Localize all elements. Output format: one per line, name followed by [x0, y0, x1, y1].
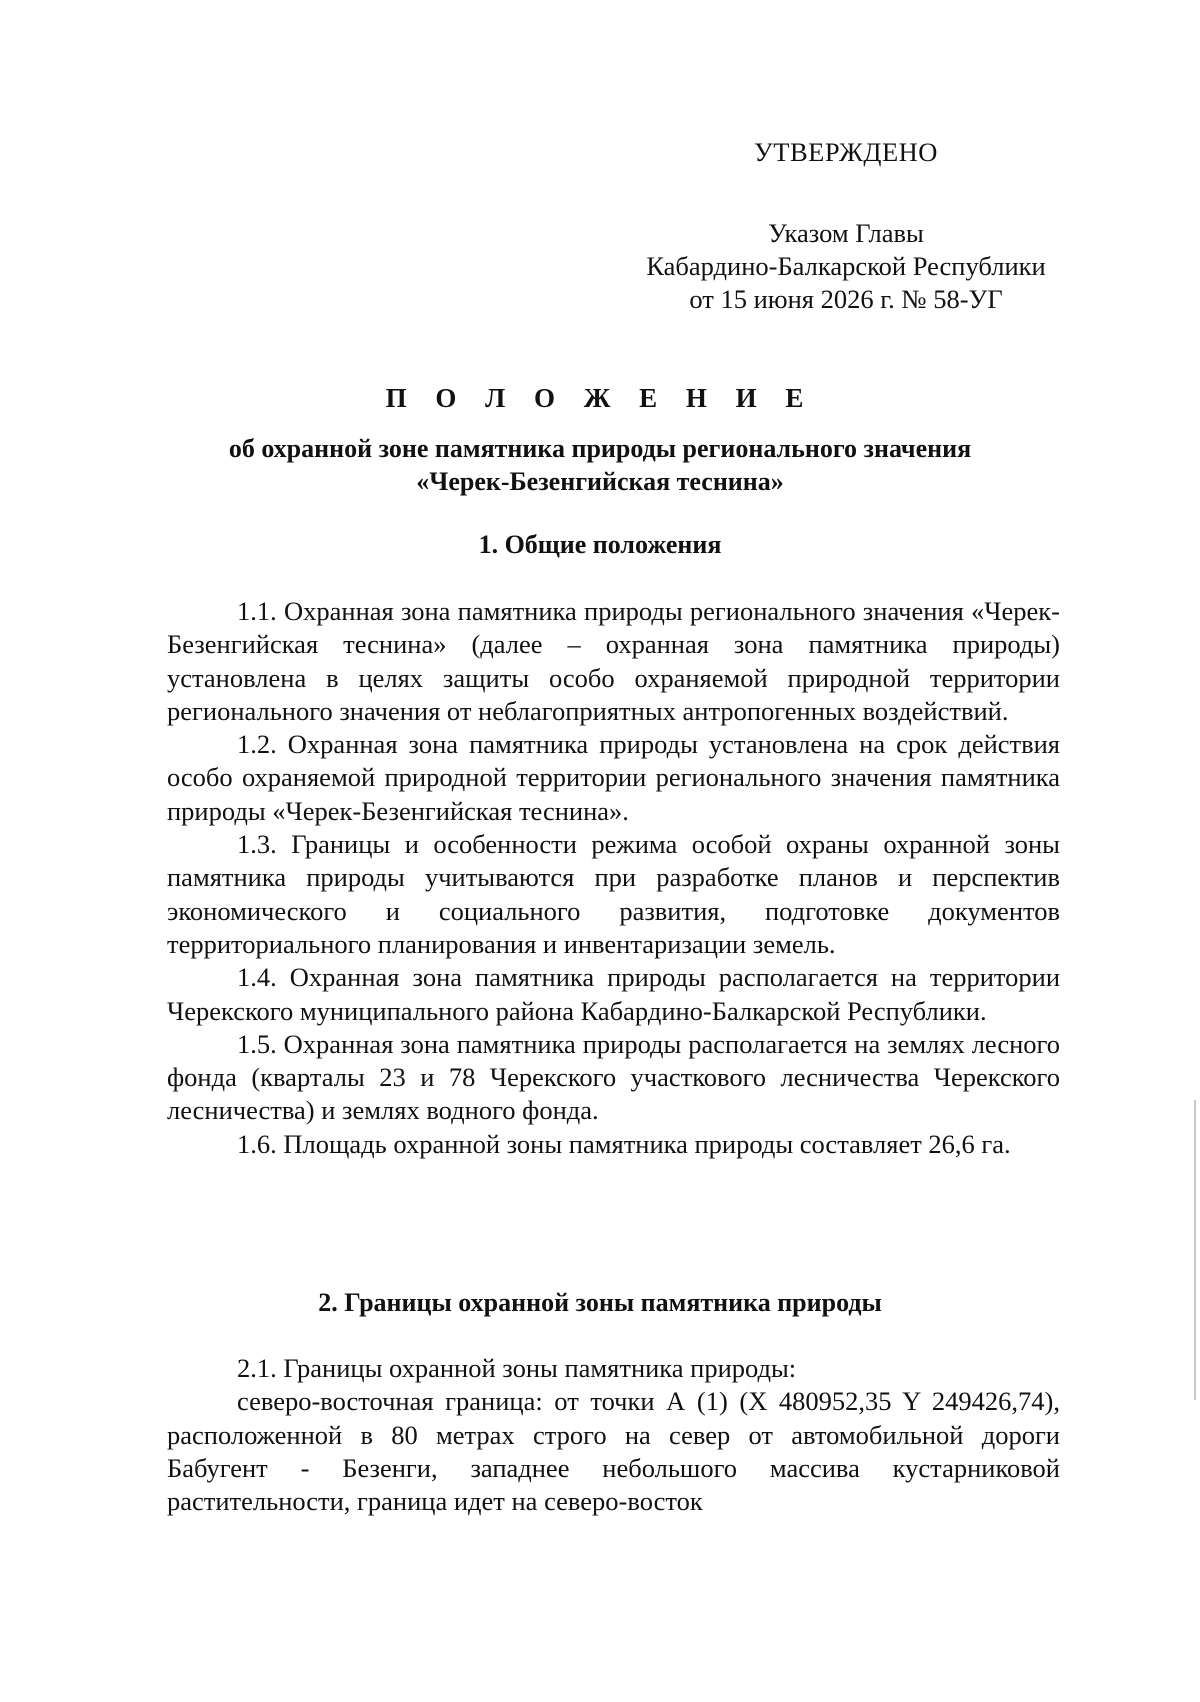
approval-line-decree: Указом Главы	[768, 218, 924, 248]
paragraph-1-5: 1.5. Охранная зона памятника природы располагается на землях лесного фонда (кварталы 23 и 78 Черекского участкового лесничества Черекского лесничества) и землях водного фонда.	[167, 1028, 1060, 1126]
approval-line-republic: Кабардино-Балкарской Республики	[646, 251, 1046, 281]
approval-block	[626, 0, 1066, 316]
paragraph-2-boundary: северо-восточная граница: от точки А (1) (X 480952,35 Y 249426,74), расположенной в 80 метрах строго на север от автомобильной дороги Бабугент - Безенги, западнее небольшого массива кустарниковой растительности, граница идет на северо-восток	[167, 1386, 1060, 1517]
document-title: П О Л О Ж Е Н И Е	[385, 383, 815, 413]
scan-edge-mark	[1194, 1100, 1196, 1400]
approval-line-date: от 15 июня 2026 г. № 58-УГ	[689, 284, 1003, 314]
subtitle-line-2: «Черек-Безенгийская теснина»	[416, 467, 784, 496]
approval-stamp: УТВЕРЖДЕНО	[754, 137, 938, 167]
section-2-body	[167, 1352, 1060, 1518]
document-subtitle	[140, 432, 1060, 498]
paragraph-2-1: 2.1. Границы охранной зоны памятника природы:	[237, 1353, 797, 1383]
paragraph-1-4: 1.4. Охранная зона памятника природы располагается на территории Черекского муниципального района Кабардино-Балкарской Республики.	[167, 962, 1060, 1026]
section-1-body	[167, 595, 1060, 1161]
paragraph-1-2: 1.2. Охранная зона памятника природы установлена на срок действия особо охраняемой природной территории регионального значения памятника природы «Черек-Безенгийская теснина».	[167, 729, 1060, 826]
paragraph-1-3: 1.3. Границы и особенности режима особой охраны охранной зоны памятника природы учитываются при разработке планов и перспектив экономического и социального развития, подготовке документов территориального планирования и инвентаризации земель.	[167, 829, 1060, 959]
section-1-heading: 1. Общие положения	[478, 530, 722, 559]
subtitle-line-1: об охранной зоне памятника природы регионального значения	[228, 434, 972, 463]
paragraph-1-6: 1.6. Площадь охранной зоны памятника природы составляет 26,6 га.	[237, 1128, 1011, 1159]
paragraph-1-1: 1.1. Охранная зона памятника природы регионального значения «Черек-Безенгийская теснина» (далее – охранная зона памятника природы) установлена в целях защиты особо охраняемой природной территории регионального значения от неблагоприятных антропогенных воздействий.	[167, 596, 1060, 726]
section-2-heading: 2. Границы охранной зоны памятника природы	[318, 1288, 882, 1317]
